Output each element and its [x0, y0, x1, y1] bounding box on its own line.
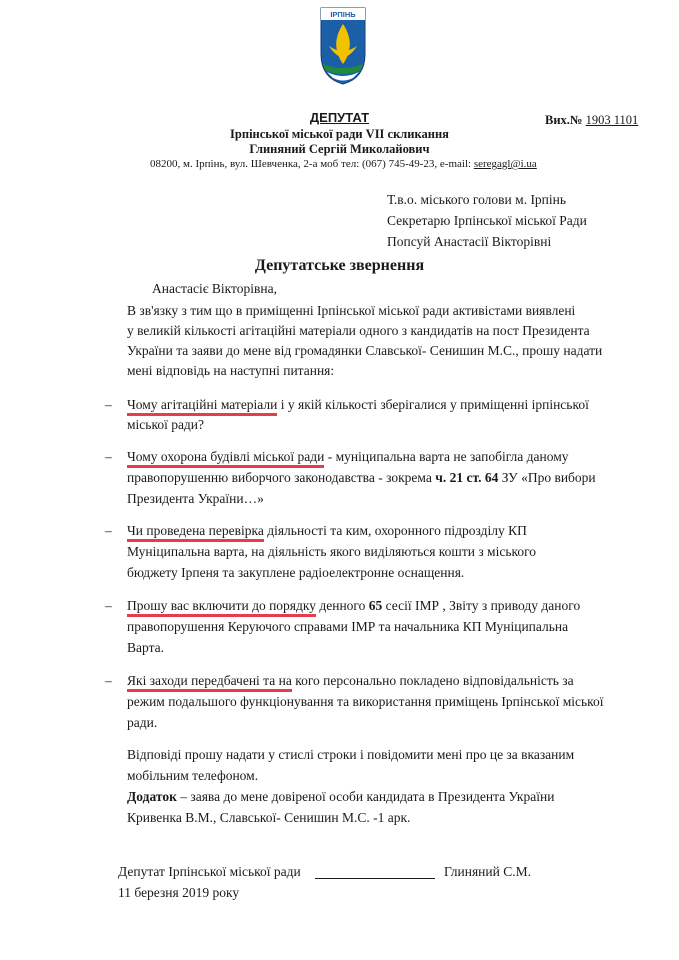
intro-line-3: України та заяви до мене від громадянки Славської- Сенишин М.С., прошу надати [127, 343, 603, 358]
addressee-line-3: Попсуй Анастасії Вікторівні [387, 234, 552, 249]
signature-role: Депутат Ірпінської міської ради [118, 864, 301, 879]
item-4-line-1 [127, 598, 580, 614]
bullet-dash: – [105, 523, 112, 538]
greeting: Анастасіє Вікторівна, [152, 281, 278, 296]
item-4-text-post: сесії ІМР , Звіту з приводу даного [382, 598, 581, 613]
closing-line-2: мобільним телефоном. [127, 768, 259, 783]
item-5-text: кого персонально покладено відповідальність за [291, 673, 574, 688]
item-1-line-1 [127, 397, 589, 413]
item-5-line-3: ради. [127, 715, 158, 730]
contacts-text: 08200, м. Ірпінь, вул. Шевченка, 2-а моб тел: (067) 745-49-23, e-mail: [150, 158, 474, 170]
item-4-text: денного [316, 598, 369, 613]
item-4-highlight: Прошу вас включити до порядку [127, 598, 316, 617]
item-3-highlight: Чи проведена перевірка [127, 523, 264, 542]
bullet-dash: – [105, 673, 112, 688]
item-4-line-3: Варта. [127, 640, 164, 655]
item-2-text-post: ЗУ «Про вибори [498, 470, 596, 485]
appendix-text: – заява до мене довіреної особи кандидата в Президента України [176, 789, 555, 804]
item-2-highlight: Чому охорона будівлі міської ради [127, 449, 324, 468]
item-1-line-2: міської ради? [127, 417, 205, 432]
bullet-dash: – [105, 449, 112, 464]
signature-date: 11 березня 2019 року [118, 885, 240, 900]
ref-number: 1903 1101 [585, 113, 639, 127]
contact-line [150, 158, 537, 170]
document-title: Депутатське звернення [254, 257, 425, 274]
outgoing-number [545, 113, 638, 128]
item-2-law-ref: ч. 21 ст. 64 [435, 470, 499, 485]
addressee-line-1: Т.в.о. міського голови м. Ірпінь [387, 192, 567, 207]
item-4-session-number: 65 [368, 598, 383, 613]
item-2-text-pre: правопорушенню виборчого законодавства - зокрема [127, 470, 436, 485]
bullet-dash: – [105, 598, 112, 613]
item-3-line-3: бюджету Ірпеня та закуплене радіоелектронне оснащення. [127, 565, 465, 580]
header-council: Ірпінської міської ради VII скликання [230, 127, 449, 141]
intro-line-1: В зв'язку з тим що в приміщенні Ірпінської міської ради активістами виявлені [127, 303, 576, 318]
item-1-highlight: Чому агітаційні матеріали [127, 397, 277, 416]
ref-label: Вих.№ [545, 113, 583, 127]
item-3-line-1 [127, 523, 527, 539]
header-deputy: ДЕПУТАТ [309, 110, 370, 125]
appendix-line-2: Кривенка В.М., Славської- Сенишин М.С. -1 арк. [127, 810, 411, 825]
item-3-text: діяльності та ким, охоронного підрозділу КП [263, 523, 527, 538]
item-1-text: і у якій кількості зберігалися у приміщенні ірпінської [277, 397, 589, 412]
header-name: Глиняний Сергій Миколайович [249, 142, 430, 156]
item-2-line-1 [127, 449, 569, 465]
bullet-dash: – [105, 397, 112, 412]
intro-line-2: у великій кількості агітаційні матеріали одного з кандидатів на пост Президента [127, 323, 590, 338]
closing-line-1: Відповіді прошу надати у стислі строки і повідомити мені про це за вказаним [127, 747, 575, 762]
item-5-highlight: Які заходи передбачені та на [127, 673, 292, 692]
intro-line-4: мені відповідь на наступні питання: [127, 363, 335, 378]
signature-line [315, 878, 435, 879]
item-5-line-1 [127, 673, 574, 689]
city-coat-of-arms-logo [319, 6, 367, 86]
item-4-line-2: правопорушення Керуючого справами ІМР та начальника КП Муніципальна [127, 619, 569, 634]
logo-text: ІРПІНЬ [330, 10, 356, 19]
item-3-line-2: Муніципальна варта, на діяльність якого виділяються кошти з міського [127, 544, 537, 559]
item-5-line-2: режим подальшого функціонування та використання приміщень Ірпінської міської [127, 694, 604, 709]
appendix-line-1 [127, 789, 554, 805]
item-2-line-2 [127, 470, 596, 486]
item-2-line-3: Президента України…» [127, 491, 264, 506]
addressee-line-2: Секретарю Ірпінської міської Ради [387, 213, 587, 228]
signature-name: Глиняний С.М. [444, 864, 531, 879]
appendix-label: Додаток [127, 789, 177, 804]
email-link[interactable]: seregagl@i.ua [473, 158, 537, 170]
item-2-text: - муніципальна варта не запобігла даному [324, 449, 569, 464]
